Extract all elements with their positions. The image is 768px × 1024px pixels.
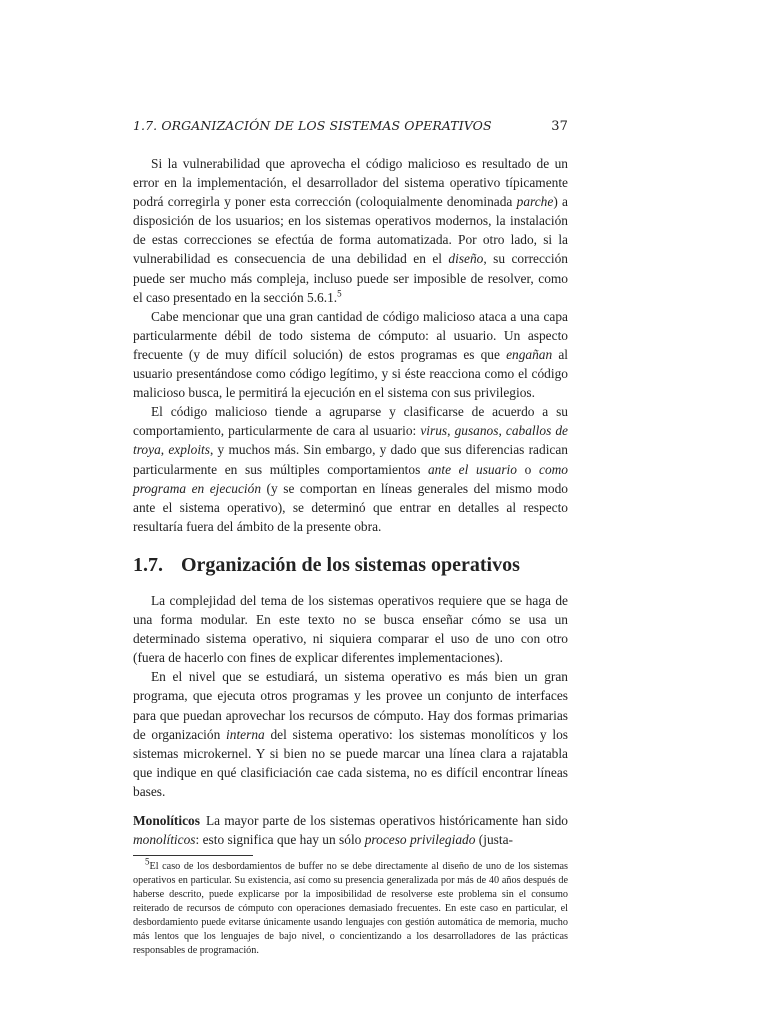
text-run: , — [447, 423, 455, 439]
running-title: 1.7. ORGANIZACIÓN DE LOS SISTEMAS OPERATIVOS — [133, 118, 492, 133]
paragraph-vulnerabilidad — [133, 154, 568, 307]
text-run: o — [516, 461, 539, 477]
emphasis-caballos: caballos de troya — [133, 423, 568, 458]
section-number: 1.7. — [133, 553, 163, 576]
running-head — [133, 118, 568, 144]
emphasis-parche: parche — [516, 194, 554, 210]
emphasis-gusanos: gusanos — [454, 423, 499, 439]
text-run: Cabe mencionar que una gran cantidad de código malicioso ataca a una capa particularmente débil de todo sistema de cómputo: al usuario. Un aspecto frecuente (y de muy difícil solución) de estos programas es que — [133, 308, 568, 362]
text-run: , y muchos más. Sin embargo, y dado que sus diferencias radican particularmente en sus múltiples comportamientos — [133, 442, 568, 477]
paragraph-usuario — [133, 307, 568, 402]
section-heading — [133, 553, 568, 576]
emphasis-virus: virus — [420, 423, 448, 439]
text-run: , su corrección puede ser mucho más compleja, incluso puede ser imposible de resolver, como el caso presentado en la sección 5.6.1. — [133, 251, 568, 305]
text-run: (justa- — [475, 832, 513, 848]
term-monoliticos: Monolíticos — [133, 813, 200, 828]
text-run: El código malicioso tiende a agruparse y clasificarse de acuerdo a su comportamiento, particularmente de cara al usuario: — [133, 404, 568, 439]
text-run: , — [498, 423, 506, 439]
emphasis-diseno: diseño — [448, 251, 484, 267]
footnote-rule — [133, 855, 253, 856]
paragraph-monoliticos — [133, 811, 568, 849]
book-page — [133, 118, 568, 958]
footnote-mark: 5 — [145, 856, 150, 867]
emphasis-ante-usuario: ante el usuario — [427, 461, 517, 477]
paragraph-clasificacion — [133, 402, 568, 536]
emphasis-monoliticos: monolíticos — [133, 832, 196, 848]
text-run: Si la vulnerabilidad que aprovecha el código malicioso es resultado de un error en la implementación, el desarrollador del sistema operativo típicamente podrá corregirla y poner esta corrección (coloquialmente denominada — [133, 156, 568, 210]
text-run: : esto significa que hay un sólo — [195, 832, 365, 848]
emphasis-enganan: engañan — [506, 346, 553, 362]
text-run: , — [160, 442, 169, 458]
footnote-text: El caso de los desbordamientos de buffer no se debe directamente al diseño de uno de los sistemas operativos en particular. Su existencia, así como su presencia generalizada por más de 40 años después de haberse descrito, puede explicarse por la imposibilidad de resolverse este problema sin el consumo reiterado de recursos de cómputo con operaciones demasiado frecuentes. En este caso en particular, el desbordamiento puede evitarse únicamente usando lenguajes con gestión automática de memoria, mucho más lentos que los lenguajes de bajo nivel, o concientizando a los desarrolladores de las prácticas responsables de programación. — [133, 861, 568, 957]
paragraph-complejidad — [133, 591, 568, 667]
text-run: del sistema operativo: los sistemas monolíticos y los sistemas microkernel. Y si bien no se puede marcar una línea clara a rajatabla que indique en qué clasificiación cae cada sistema, no es difícil encontrar líneas bases. — [133, 726, 568, 799]
footnote-marker[interactable]: 5 — [337, 288, 342, 299]
text-run: La complejidad del tema de los sistemas operativos requiere que se haga de una forma modular. En este texto no se busca enseñar cómo se usa un determinado sistema operativo, ni siquiera comparar el uso de uno con otro (fuera de hacerlo con fines de explicar diferentes implementaciones). — [133, 592, 568, 666]
body-text — [133, 154, 568, 849]
page-number: 37 — [551, 119, 568, 134]
paragraph-nivel — [133, 667, 568, 801]
footnote — [133, 856, 568, 958]
text-run: En el nivel que se estudiará, un sistema operativo es más bien un gran programa, que ejecuta otros programas y les provee un conjunto de interfaces para que puedan aprovechar los recursos de cómputo. Hay dos formas primarias de organización — [133, 669, 568, 742]
emphasis-interna: interna — [226, 726, 265, 742]
text-run: La mayor parte de los sistemas operativos históricamente han sido — [205, 813, 568, 828]
text-run: (y se comportan en líneas generales del mismo modo ante el sistema operativo), se determinó que entrar en detalles al respecto resultaría fuera del ámbito de la presente obra. — [133, 480, 568, 534]
emphasis-proceso-privilegiado: proceso privilegiado — [364, 832, 476, 848]
text-run: ) a disposición de los usuarios; en los sistemas operativos modernos, la instalación de estas correcciones se efectúa de forma automatizada. Por otro lado, si la vulnerabilidad es consecuencia de una debilidad en el — [133, 194, 568, 267]
emphasis-exploits: exploits — [168, 442, 210, 458]
text-run: al usuario presentándose como código legítimo, y si éste reacciona como el código malicioso busca, le permitirá la ejecución en el sistema con sus privilegios. — [133, 346, 568, 401]
section-title: Organización de los sistemas operativos — [181, 553, 520, 576]
emphasis-como-programa: como programa en ejecución — [133, 461, 569, 496]
